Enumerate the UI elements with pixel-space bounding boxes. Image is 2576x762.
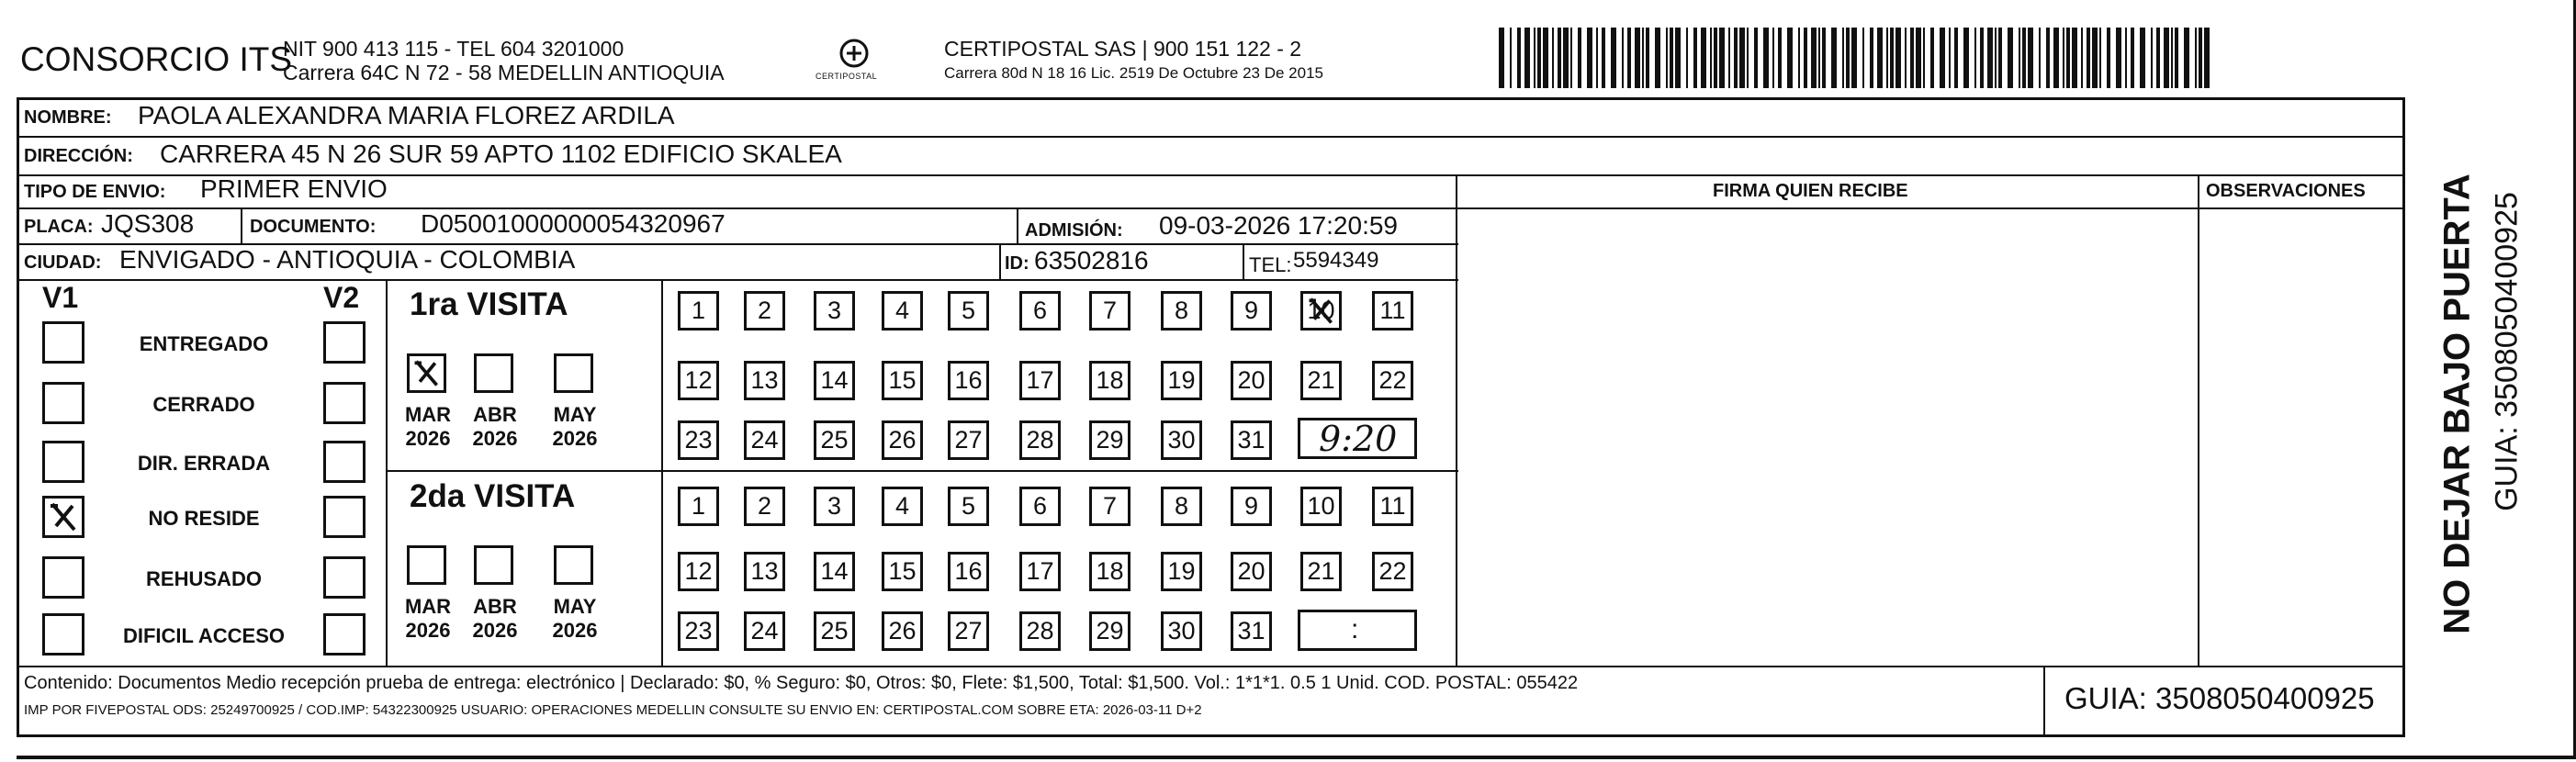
day-checkbox[interactable]: 16	[948, 552, 989, 591]
barcode-bar	[1719, 28, 1725, 88]
barcode-bar	[1578, 28, 1581, 88]
barcode-bar	[1763, 28, 1769, 88]
day-checkbox[interactable]: 25	[814, 611, 855, 651]
status-label: CERRADO	[152, 393, 255, 416]
barcode-bar	[1910, 28, 1914, 88]
barcode-bar	[2087, 28, 2090, 88]
barcode-bar	[1543, 28, 1548, 88]
barcode-bar	[2053, 28, 2059, 88]
day-checkbox[interactable]: 31	[1231, 611, 1272, 651]
barcode-bar	[1811, 28, 1817, 88]
month-checkbox[interactable]	[407, 353, 446, 393]
barcode-bar	[1622, 28, 1624, 88]
barcode-bar	[1675, 28, 1681, 88]
barcode-bar	[1552, 28, 1554, 88]
day-checkbox[interactable]: 11	[1372, 487, 1413, 526]
day-checkbox[interactable]: 26	[882, 420, 923, 460]
documento-label: DOCUMENTO:	[250, 217, 377, 237]
month-checkbox[interactable]	[554, 545, 593, 585]
day-checkbox[interactable]: 21	[1300, 552, 1342, 591]
year-label: 2026	[472, 427, 518, 450]
day-checkbox[interactable]: 30	[1161, 420, 1202, 460]
barcode-bar	[1611, 28, 1616, 88]
placa-value: JQS308	[101, 209, 195, 238]
tipo-envio-label: TIPO DE ENVIO:	[24, 182, 166, 202]
side-guia: GUIA: 3508050400925	[2489, 192, 2525, 511]
day-checkbox[interactable]: 28	[1019, 611, 1061, 651]
day-checkbox[interactable]: 22	[1372, 552, 1413, 591]
first-visit-time: 9:20	[1319, 419, 1398, 459]
day-checkbox[interactable]: 28	[1019, 420, 1061, 460]
status-label: DIR. ERRADA	[137, 452, 271, 475]
month-checkbox[interactable]	[554, 353, 593, 393]
barcode-bar	[1846, 28, 1850, 88]
barcode-bar	[2022, 28, 2026, 88]
certipostal-logo	[808, 35, 900, 85]
barcode-bar	[2199, 28, 2202, 88]
barcode-bar	[1987, 28, 1993, 88]
ciudad-value: ENVIGADO - ANTIOQUIA - COLOMBIA	[119, 245, 576, 274]
barcode-bar	[1510, 28, 1512, 88]
footer-content: Contenido: Documentos Medio recepción prueba de entrega: electrónico | Declarado: $0, % Seguro: $0, Otros: $0, Flete: $1,500, Total: $1,500. Vol.: 1*1*1. 0.5 1 Unid. COD. POSTAL: 055422	[24, 673, 1579, 693]
barcode-bar	[1804, 28, 1807, 88]
day-checkbox[interactable]: 19	[1161, 552, 1202, 591]
barcode-bar	[1739, 28, 1745, 88]
v1-checkbox[interactable]	[42, 441, 84, 483]
barcode-bar	[2125, 28, 2127, 88]
barcode-bar	[1499, 28, 1504, 88]
barcode-bar	[2195, 28, 2197, 88]
day-checkbox[interactable]: 12	[678, 361, 719, 400]
barcode-bar	[1822, 28, 1826, 88]
documento-value: D05001000000054320967	[421, 209, 726, 238]
second-visit-title: 2da VISITA	[410, 478, 576, 514]
day-checkbox[interactable]: 10	[1300, 291, 1342, 331]
day-checkbox[interactable]: 11	[1372, 291, 1413, 331]
barcode-bar	[1831, 28, 1837, 88]
day-checkbox[interactable]: 14	[814, 552, 855, 591]
v2-header: V2	[323, 281, 360, 314]
nombre-label: NOMBRE:	[24, 107, 112, 128]
placa-label: PLACA:	[24, 217, 94, 237]
day-checkbox[interactable]: 1	[678, 291, 719, 331]
barcode-bar	[1974, 28, 1976, 88]
day-checkbox[interactable]: 27	[948, 611, 989, 651]
barcode-bar	[1949, 28, 1951, 88]
day-checkbox[interactable]: 6	[1019, 291, 1061, 331]
id-label: ID:	[1005, 253, 1029, 274]
side-warning: NO DEJAR BAJO PUERTA	[2436, 174, 2478, 634]
day-checkbox[interactable]: 25	[814, 420, 855, 460]
ciudad-label: CIUDAD:	[24, 252, 102, 273]
year-label: 2026	[472, 619, 518, 642]
barcode-bar	[1916, 28, 1921, 88]
firma-header: FIRMA QUIEN RECIBE	[1713, 181, 1908, 201]
direccion-value: CARRERA 45 N 26 SUR 59 APTO 1102 EDIFICIO SKALEA	[160, 140, 842, 168]
barcode-bar	[1787, 28, 1793, 88]
day-checkbox[interactable]: 29	[1089, 611, 1131, 651]
tel-value: 5594349	[1293, 248, 1379, 273]
barcode-bar	[1923, 28, 1925, 88]
barcode-bar	[1602, 28, 1605, 88]
day-checkbox[interactable]: 27	[948, 420, 989, 460]
barcode-bar	[1778, 28, 1782, 88]
barcode-bar	[1666, 28, 1668, 88]
day-checkbox[interactable]: 20	[1231, 361, 1272, 400]
barcode-bar	[2116, 28, 2121, 88]
barcode-bar	[2171, 28, 2173, 88]
barcode-bar	[2046, 28, 2050, 88]
day-checkbox[interactable]: 24	[744, 611, 785, 651]
barcode-bar	[2131, 28, 2134, 88]
day-checkbox[interactable]: 7	[1089, 487, 1131, 526]
year-label: 2026	[552, 427, 598, 450]
v2-checkbox[interactable]	[323, 613, 366, 656]
barcode-bar	[1851, 28, 1857, 88]
barcode-bar	[1524, 28, 1530, 88]
year-label: 2026	[552, 619, 598, 642]
barcode-bar	[1686, 28, 1688, 88]
tipo-envio-value: PRIMER ENVIO	[200, 174, 388, 203]
month-label: MAY	[553, 595, 597, 618]
day-checkbox[interactable]: 6	[1019, 487, 1061, 526]
barcode-bar	[1655, 28, 1660, 88]
barcode-bar	[1642, 28, 1644, 88]
nombre-value: PAOLA ALEXANDRA MARIA FLOREZ ARDILA	[138, 101, 675, 129]
day-checkbox[interactable]: 18	[1089, 361, 1131, 400]
barcode-bar	[1798, 28, 1800, 88]
day-checkbox[interactable]: 9	[1231, 487, 1272, 526]
day-checkbox[interactable]: 22	[1372, 361, 1413, 400]
day-checkbox[interactable]: 15	[882, 552, 923, 591]
v2-checkbox[interactable]	[323, 382, 366, 424]
day-checkbox[interactable]: 9	[1231, 291, 1272, 331]
barcode-bar	[2204, 28, 2210, 88]
second-visit-time-box[interactable]	[1298, 610, 1417, 651]
day-checkbox[interactable]: 24	[744, 420, 785, 460]
barcode-bar	[1980, 28, 1984, 88]
barcode	[1497, 26, 2222, 90]
courier-name: CERTIPOSTAL SAS | 900 151 122 - 2	[944, 37, 1302, 61]
footer-print-info: IMP POR FIVEPOSTAL ODS: 25249700925 / COD.IMP: 54322300925 USUARIO: OPERACIONES MEDELLIN CONSULTE SU ENVIO EN: CERTIPOSTAL.COM SOBRE ETA: 2026-03-11 D+2	[24, 702, 1202, 718]
barcode-bar	[1818, 28, 1820, 88]
month-label: MAY	[553, 403, 597, 426]
day-checkbox[interactable]: 8	[1161, 291, 1202, 331]
company-address: Carrera 64C N 72 - 58 MEDELLIN ANTIOQUIA	[283, 61, 725, 84]
company-nit: NIT 900 413 115 - TEL 604 3201000	[283, 37, 624, 61]
observaciones-header: OBSERVACIONES	[2206, 181, 2366, 201]
barcode-bar	[1772, 28, 1774, 88]
month-label: ABR	[473, 403, 517, 426]
v1-checkbox[interactable]	[42, 496, 84, 538]
day-checkbox[interactable]: 20	[1231, 552, 1272, 591]
day-checkbox[interactable]: 23	[678, 611, 719, 651]
status-label: ENTREGADO	[139, 332, 269, 355]
barcode-bar	[1905, 28, 1907, 88]
day-checkbox[interactable]: 13	[744, 361, 785, 400]
barcode-bar	[1842, 28, 1844, 88]
month-label: MAR	[404, 595, 452, 618]
barcode-bar	[2092, 28, 2098, 88]
day-checkbox[interactable]: 16	[948, 361, 989, 400]
month-checkbox[interactable]	[474, 353, 513, 393]
barcode-bar	[1954, 28, 1958, 88]
barcode-bar	[2175, 28, 2178, 88]
day-checkbox[interactable]: 5	[948, 487, 989, 526]
day-checkbox[interactable]: 10	[1300, 487, 1342, 526]
day-checkbox[interactable]: 31	[1231, 420, 1272, 460]
day-checkbox[interactable]: 3	[814, 487, 855, 526]
barcode-bar	[1998, 28, 2002, 88]
barcode-bar	[1710, 28, 1712, 88]
day-checkbox[interactable]: 1	[678, 487, 719, 526]
barcode-bar	[2063, 28, 2064, 88]
barcode-bar	[1646, 28, 1649, 88]
logo-text: CERTIPOSTAL	[816, 72, 878, 81]
barcode-bar	[2140, 28, 2145, 88]
company-name: CONSORCIO ITS	[20, 40, 293, 78]
barcode-bar	[1890, 28, 1894, 88]
first-visit-time-box[interactable]	[1298, 418, 1417, 459]
day-checkbox[interactable]: 3	[814, 291, 855, 331]
day-checkbox[interactable]: 8	[1161, 487, 1202, 526]
day-checkbox[interactable]: 12	[678, 552, 719, 591]
barcode-bar	[1563, 28, 1569, 88]
day-checkbox[interactable]: 29	[1089, 420, 1131, 460]
barcode-bar	[2151, 28, 2153, 88]
barcode-bar	[1754, 28, 1758, 88]
barcode-bar	[1587, 28, 1592, 88]
direccion-label: DIRECCIÓN:	[24, 146, 133, 166]
barcode-bar	[1701, 28, 1706, 88]
first-visit-title: 1ra VISITA	[410, 286, 568, 322]
day-checkbox[interactable]: 13	[744, 552, 785, 591]
day-checkbox[interactable]: 19	[1161, 361, 1202, 400]
barcode-bar	[1534, 28, 1535, 88]
barcode-bar	[2066, 28, 2070, 88]
day-checkbox[interactable]: 17	[1019, 552, 1061, 591]
v2-checkbox[interactable]	[323, 441, 366, 483]
barcode-bar	[1558, 28, 1561, 88]
barcode-bar	[1570, 28, 1572, 88]
barcode-bar	[2081, 28, 2083, 88]
v1-header: V1	[42, 281, 79, 314]
status-label: DIFICIL ACCESO	[122, 624, 285, 647]
v1-checkbox[interactable]	[42, 321, 84, 364]
status-label: REHUSADO	[146, 567, 262, 590]
admision-value: 09-03-2026 17:20:59	[1159, 211, 1398, 240]
barcode-bar	[1693, 28, 1697, 88]
second-visit-time: :	[1351, 614, 1359, 644]
barcode-bar	[1963, 28, 1969, 88]
year-label: 2026	[405, 427, 451, 450]
barcode-bar	[2184, 28, 2189, 88]
month-checkbox[interactable]	[407, 545, 446, 585]
status-label: NO RESIDE	[148, 507, 260, 530]
day-checkbox[interactable]: 4	[882, 487, 923, 526]
barcode-bar	[1862, 28, 1864, 88]
barcode-bar	[1870, 28, 1873, 88]
barcode-bar	[1714, 28, 1717, 88]
barcode-bar	[1596, 28, 1598, 88]
day-checkbox[interactable]: 2	[744, 487, 785, 526]
day-checkbox[interactable]: 23	[678, 420, 719, 460]
barcode-bar	[1537, 28, 1541, 88]
day-checkbox[interactable]: 26	[882, 611, 923, 651]
day-checkbox[interactable]: 21	[1300, 361, 1342, 400]
barcode-bar	[2028, 28, 2033, 88]
tel-label: TEL:	[1249, 253, 1292, 276]
courier-address: Carrera 80d N 18 16 Lic. 2519 De Octubre 23 De 2015	[944, 64, 1323, 82]
admision-label: ADMISIÓN:	[1025, 220, 1123, 241]
v1-checkbox[interactable]	[42, 382, 84, 424]
barcode-bar	[2039, 28, 2041, 88]
day-checkbox[interactable]: 4	[882, 291, 923, 331]
barcode-bar	[1517, 28, 1521, 88]
v2-checkbox[interactable]	[323, 556, 366, 599]
month-checkbox[interactable]	[474, 545, 513, 585]
footer-guia: GUIA: 3508050400925	[2064, 681, 2375, 715]
id-value: 63502816	[1034, 246, 1149, 275]
barcode-bar	[1670, 28, 1673, 88]
barcode-bar	[1734, 28, 1738, 88]
barcode-bar	[2019, 28, 2020, 88]
barcode-bar	[1728, 28, 1730, 88]
barcode-bar	[2008, 28, 2013, 88]
barcode-bar	[1995, 28, 1997, 88]
barcode-bar	[1627, 28, 1631, 88]
barcode-bar	[1886, 28, 1888, 88]
barcode-bar	[2156, 28, 2160, 88]
day-checkbox[interactable]: 15	[882, 361, 923, 400]
barcode-bar	[1930, 28, 1934, 88]
month-label: MAR	[404, 403, 452, 426]
day-checkbox[interactable]: 5	[948, 291, 989, 331]
day-checkbox[interactable]: 7	[1089, 291, 1131, 331]
day-checkbox[interactable]: 30	[1161, 611, 1202, 651]
month-label: ABR	[473, 595, 517, 618]
year-label: 2026	[405, 619, 451, 642]
barcode-bar	[1940, 28, 1945, 88]
barcode-bar	[1635, 28, 1640, 88]
v2-checkbox[interactable]	[323, 321, 366, 364]
day-checkbox[interactable]: 2	[744, 291, 785, 331]
barcode-bar	[1895, 28, 1901, 88]
barcode-bar	[1877, 28, 1883, 88]
v1-checkbox[interactable]	[42, 556, 84, 599]
day-checkbox[interactable]: 14	[814, 361, 855, 400]
v2-checkbox[interactable]	[323, 496, 366, 538]
day-checkbox[interactable]: 17	[1019, 361, 1061, 400]
barcode-bar	[2107, 28, 2110, 88]
v1-checkbox[interactable]	[42, 613, 84, 656]
barcode-bar	[2072, 28, 2077, 88]
day-checkbox[interactable]: 18	[1089, 552, 1131, 591]
barcode-bar	[1747, 28, 1749, 88]
barcode-bar	[2164, 28, 2169, 88]
barcode-bar	[2099, 28, 2101, 88]
